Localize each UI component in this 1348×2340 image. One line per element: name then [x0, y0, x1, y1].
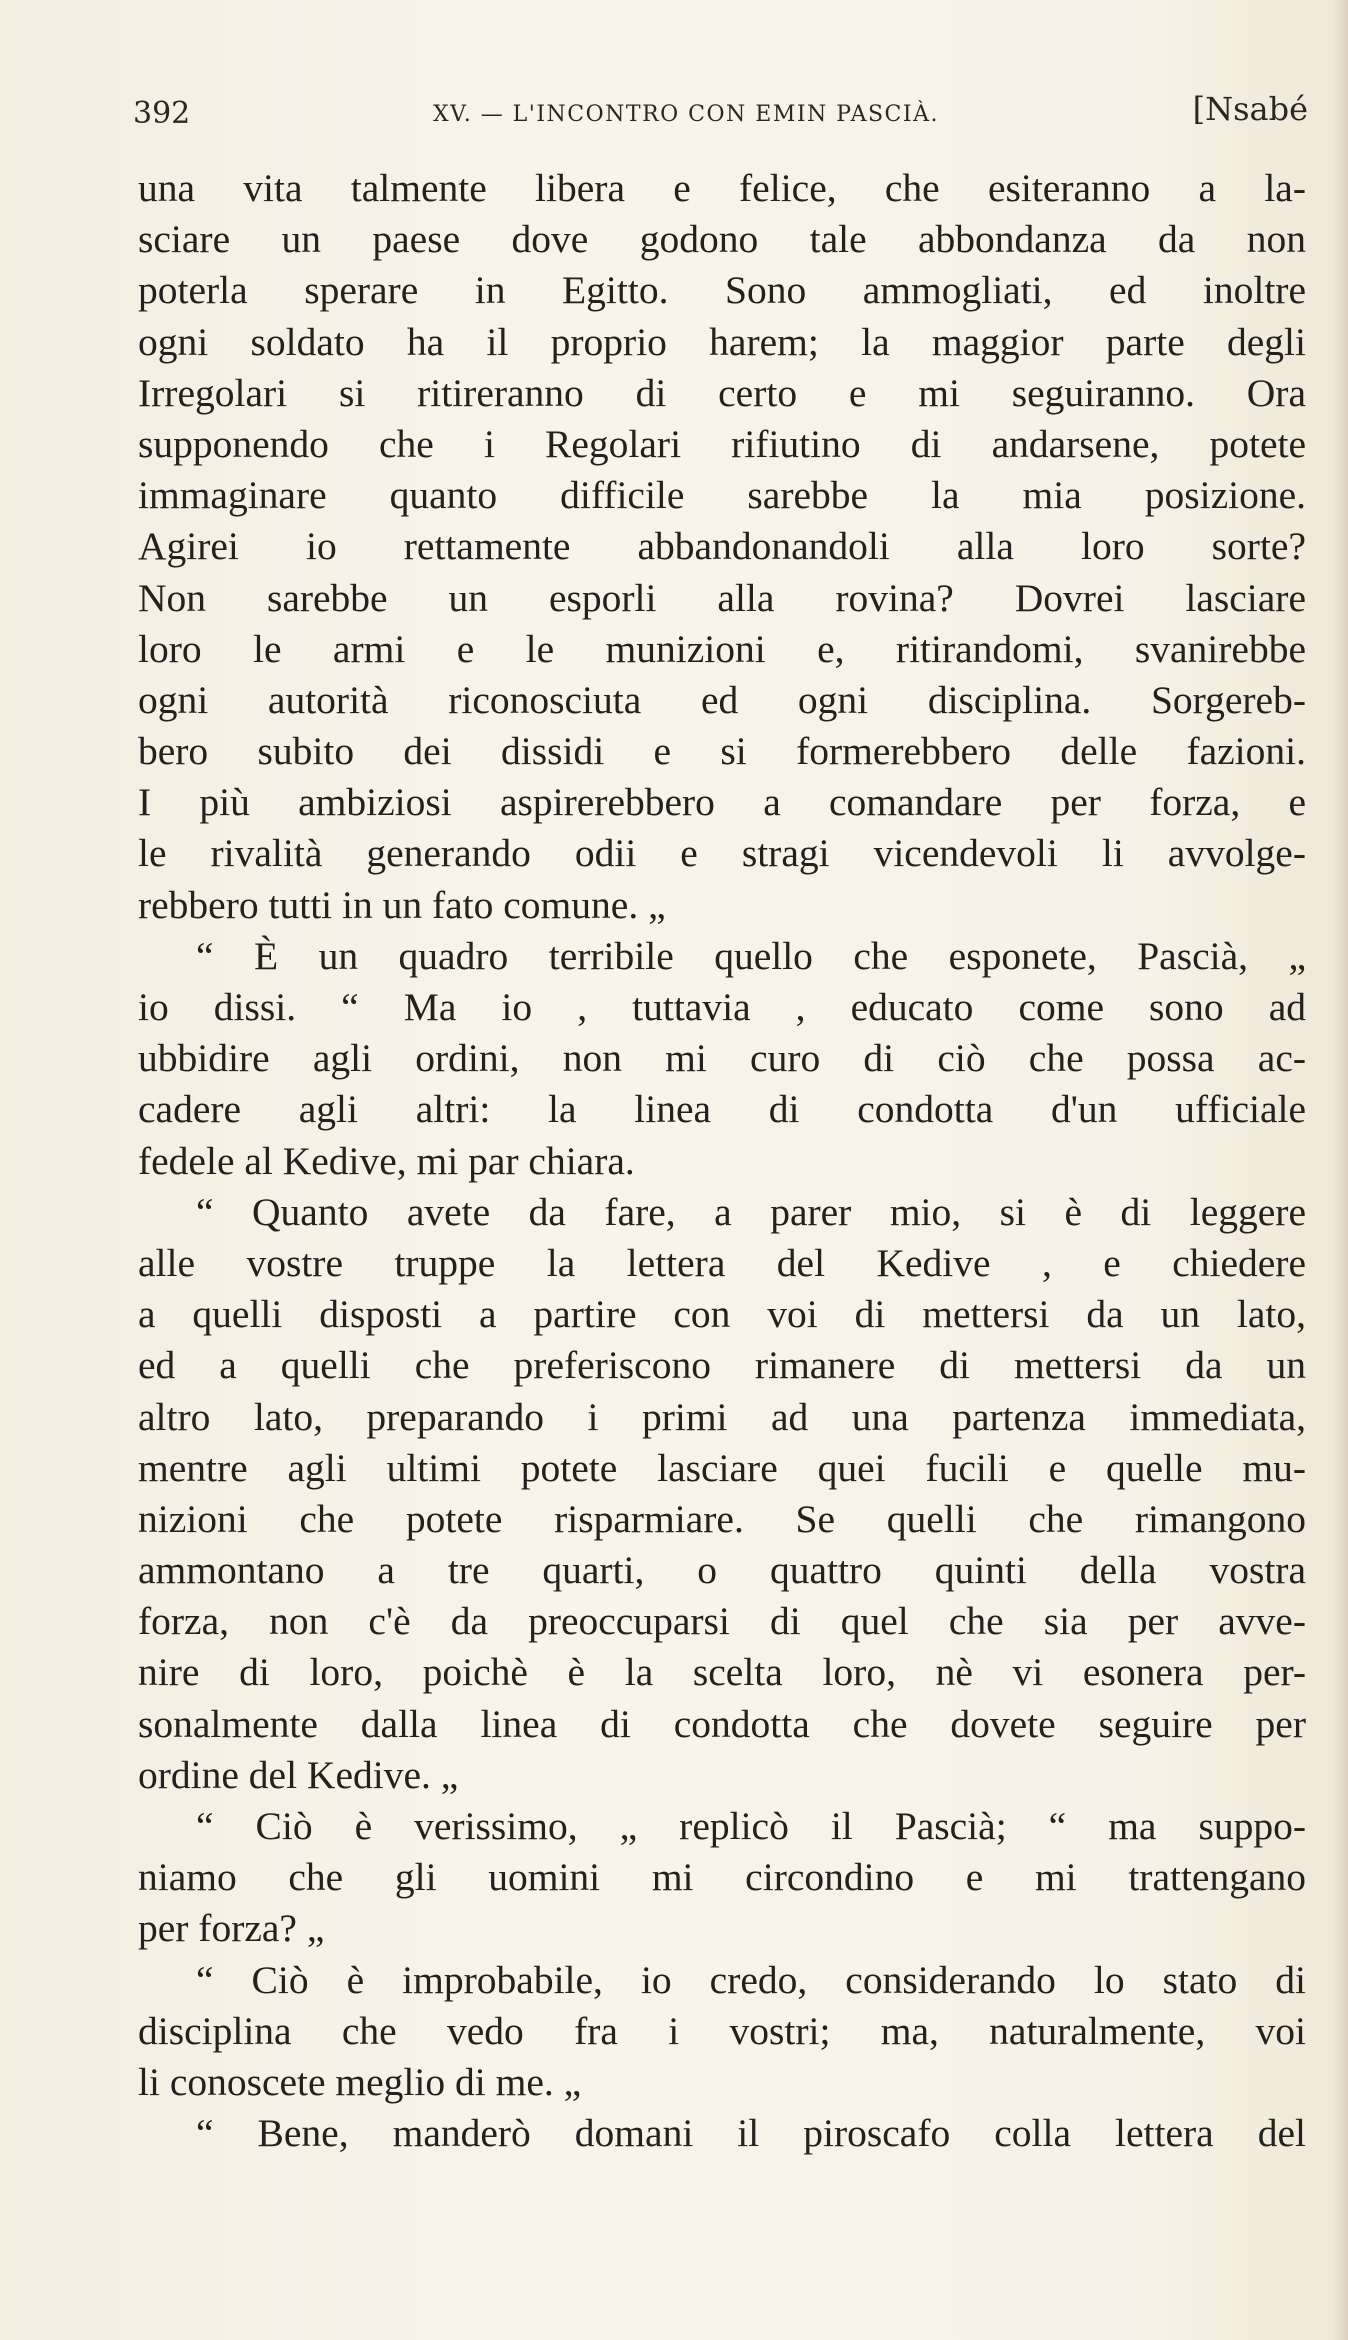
- text-line: ubbidire agli ordini, non mi curo di ciò che possa ac-: [138, 1036, 1306, 1081]
- text-line: forza, non c'è da preoccuparsi di quel che sia per avve-: [138, 1599, 1306, 1644]
- text-line: le rivalità generando odii e stragi vicendevoli li avvolge-: [138, 831, 1306, 876]
- text-line: li conoscete meglio di me. „: [138, 2059, 582, 2104]
- text-line: immaginare quanto difficile sarebbe la mia posizione.: [138, 473, 1306, 518]
- text-line: “ Quanto avete da fare, a parer mio, si è di leggere: [196, 1189, 1306, 1234]
- text-line: ogni autorità riconosciuta ed ogni disciplina. Sorgereb-: [138, 677, 1306, 722]
- running-head: XV. — L'INCONTRO CON EMIN PASCIÀ.: [433, 102, 939, 127]
- text-line: “ Ciò è verissimo, „ replicò il Pascià; “ ma suppo-: [196, 1804, 1306, 1848]
- text-line: altro lato, preparando i primi ad una partenza immediata,: [138, 1394, 1306, 1439]
- text-line: ammontano a tre quarti, o quattro quinti della vostra: [138, 1548, 1306, 1593]
- body-text: [138, 163, 1306, 2159]
- text-line: “ Bene, manderò domani il piroscafo colla lettera del: [196, 2111, 1306, 2156]
- text-line: ogni soldato ha il proprio harem; la maggior parte degli: [138, 319, 1306, 364]
- text-line: fedele al Kedive, mi par chiara.: [138, 1138, 635, 1183]
- text-line: I più ambiziosi aspirerebbero a comandare per forza, e: [138, 780, 1306, 825]
- text-line: poterla sperare in Egitto. Sono ammogliati, ed inoltre: [138, 268, 1306, 313]
- text-line: rebbero tutti in un fato comune. „: [138, 882, 666, 927]
- text-line: niamo che gli uomini mi circondino e mi trattengano: [138, 1855, 1306, 1900]
- text-line: loro le armi e le munizioni e, ritirandomi, svanirebbe: [138, 626, 1306, 671]
- text-line: per forza? „: [138, 1906, 325, 1951]
- text-line: io dissi. “ Ma io , tuttavia , educato come sono ad: [138, 985, 1306, 1029]
- text-line: “ Ciò è improbabile, io credo, considerando lo stato di: [196, 1957, 1306, 2002]
- text-line: sciare un paese dove godono tale abbondanza da non: [138, 217, 1306, 262]
- page-number: 392: [133, 96, 191, 131]
- text-line: a quelli disposti a partire con voi di mettersi da un lato,: [138, 1292, 1306, 1337]
- text-line: Non sarebbe un esporli alla rovina? Dovrei lasciare: [138, 575, 1306, 620]
- text-line: sonalmente dalla linea di condotta che dovete seguire per: [138, 1701, 1306, 1746]
- text-line: Agirei io rettamente abbandonandoli alla loro sorte?: [138, 524, 1306, 569]
- page-header: [133, 86, 1308, 146]
- page-edge-shadow: [1334, 0, 1348, 2340]
- section-mark: [Nsabé: [1192, 90, 1308, 128]
- text-line: disciplina che vedo fra i vostri; ma, naturalmente, voi: [138, 2008, 1306, 2053]
- text-line: supponendo che i Regolari rifiutino di andarsene, potete: [138, 421, 1306, 466]
- text-line: cadere agli altri: la linea di condotta d'un ufficiale: [138, 1087, 1306, 1132]
- text-line: mentre agli ultimi potete lasciare quei fucili e quelle mu-: [138, 1445, 1306, 1490]
- text-line: una vita talmente libera e felice, che esiteranno a la-: [138, 166, 1306, 210]
- text-line: ed a quelli che preferiscono rimanere di mettersi da un: [138, 1343, 1306, 1388]
- text-line: nizioni che potete risparmiare. Se quelli che rimangono: [138, 1496, 1306, 1541]
- text-line: Irregolari si ritireranno di certo e mi seguiranno. Ora: [138, 370, 1306, 415]
- text-line: “ È un quadro terribile quello che esponete, Pascià, „: [196, 933, 1306, 978]
- text-line: nire di loro, poichè è la scelta loro, nè vi esonera per-: [138, 1650, 1306, 1695]
- text-line: ordine del Kedive. „: [138, 1752, 459, 1797]
- text-line: bero subito dei dissidi e si formerebbero delle fazioni.: [138, 729, 1306, 774]
- text-line: alle vostre truppe la lettera del Kedive , e chiedere: [138, 1240, 1306, 1285]
